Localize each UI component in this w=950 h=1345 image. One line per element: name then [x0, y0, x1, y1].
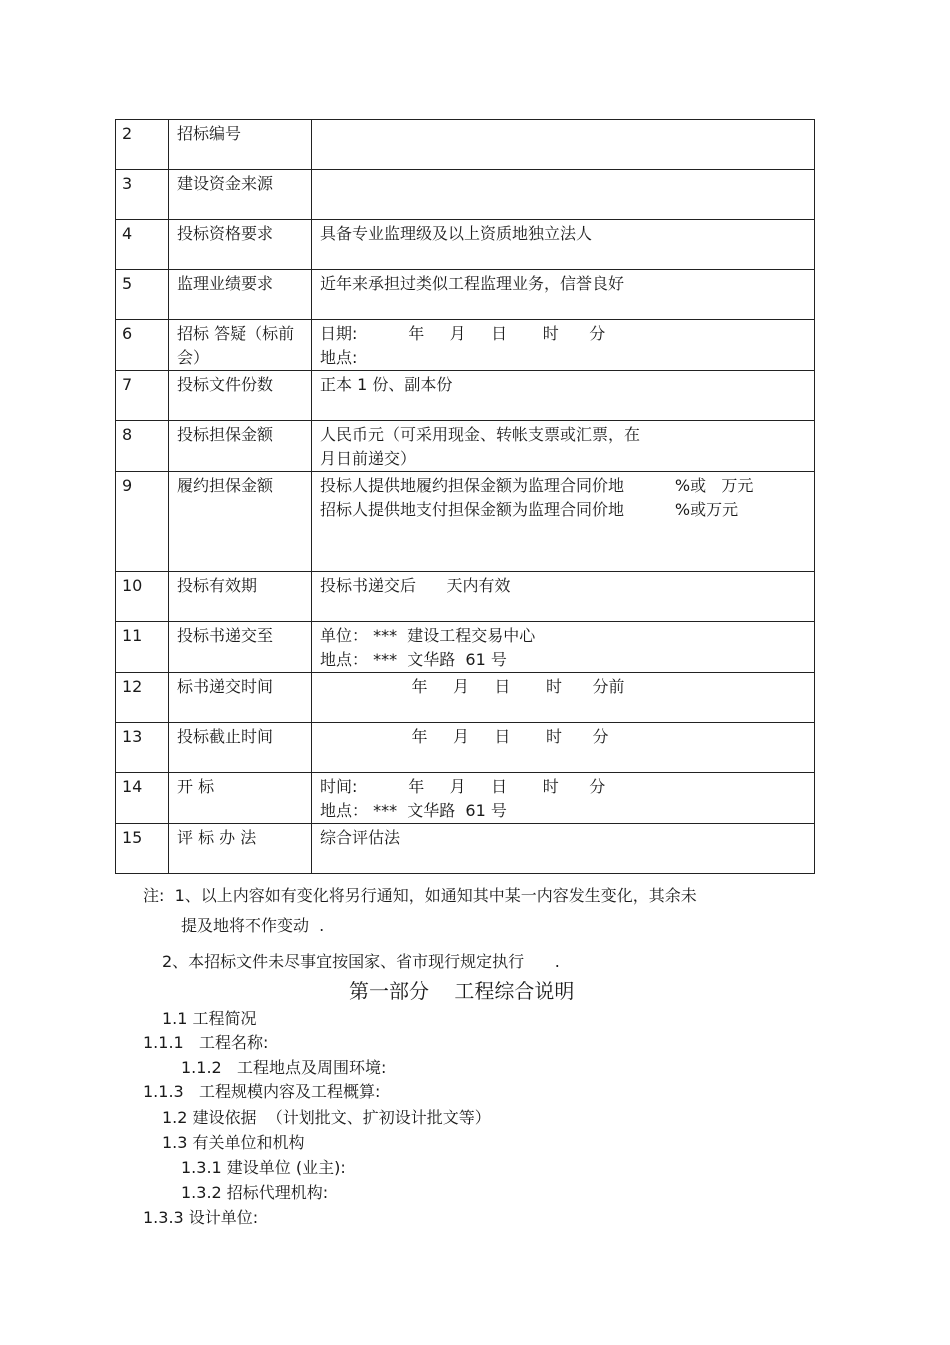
row-item: 招标编号 [169, 120, 312, 170]
table-row [116, 472, 815, 572]
row-item: 评 标 办 法 [169, 824, 312, 874]
row-item: 标书递交时间 [169, 673, 312, 723]
content-line: 具备专业监理级及以上资质地独立法人 [320, 224, 593, 243]
row-content [312, 371, 815, 421]
content-line: 招标人提供地支付担保金额为监理合同价地 %或万元 [320, 500, 739, 519]
table-row [116, 723, 815, 773]
row-content [312, 472, 815, 572]
row-number: 6 [116, 320, 169, 371]
row-number: 14 [116, 773, 169, 824]
content-line: 年 月 日 时 分前 [320, 677, 625, 696]
row-number: 12 [116, 673, 169, 723]
content-line: 地点: [320, 348, 358, 367]
row-number: 15 [116, 824, 169, 874]
row-item: 开 标 [169, 773, 312, 824]
row-content [312, 170, 815, 220]
row-content [312, 421, 815, 472]
row-item: 投标文件份数 [169, 371, 312, 421]
row-content [312, 270, 815, 320]
outline-1-1-2: 1.1.2 工程地点及周围环境: [181, 1058, 387, 1077]
table-row [116, 120, 815, 170]
content-line: 人民币元（可采用现金、转帐支票或汇票，在 [320, 425, 641, 444]
content-line: 综合评估法 [320, 828, 401, 847]
row-number: 2 [116, 120, 169, 170]
content-line: 近年来承担过类似工程监理业务，信誉良好 [320, 274, 625, 293]
table-row [116, 320, 815, 371]
content-line: 投标书递交后 天内有效 [320, 576, 511, 595]
row-number: 7 [116, 371, 169, 421]
row-content [312, 220, 815, 270]
note-1-line-2: 提及地将不作变动 . [181, 916, 325, 935]
outline-1-1-3: 1.1.3 工程规模内容及工程概算: [143, 1082, 381, 1101]
row-content [312, 673, 815, 723]
row-number: 4 [116, 220, 169, 270]
row-content [312, 773, 815, 824]
outline-1-3-3: 1.3.3 设计单位: [143, 1208, 259, 1227]
note-2: 2、本招标文件未尽事宜按国家、省市现行规定执行 . [162, 952, 560, 971]
content-line: 日期: 年 月 日 时 分 [320, 324, 606, 343]
table-row [116, 421, 815, 472]
outline-1-3: 1.3 有关单位和机构 [162, 1133, 305, 1152]
row-item: 投标担保金额 [169, 421, 312, 472]
outline-1-2: 1.2 建设依据 （计划批文、扩初设计批文等） [162, 1108, 491, 1127]
table-row [116, 622, 815, 673]
row-item: 投标资格要求 [169, 220, 312, 270]
outline-1-3-2: 1.3.2 招标代理机构: [181, 1183, 329, 1202]
row-content [312, 572, 815, 622]
row-content [312, 723, 815, 773]
row-number: 8 [116, 421, 169, 472]
row-item: 投标有效期 [169, 572, 312, 622]
row-number: 10 [116, 572, 169, 622]
row-item: 履约担保金额 [169, 472, 312, 572]
table-row [116, 170, 815, 220]
outline-1-1-1: 1.1.1 工程名称: [143, 1033, 269, 1052]
note-1-line-1: 注: 1、以上内容如有变化将另行通知，如通知其中某一内容发生变化，其余未 [143, 886, 697, 905]
row-item: 投标书递交至 [169, 622, 312, 673]
section-title: 第一部分 工程综合说明 [349, 979, 575, 1003]
row-number: 9 [116, 472, 169, 572]
content-line: 正本 1 份、副本份 [320, 375, 453, 394]
content-line: 时间: 年 月 日 时 分 [320, 777, 606, 796]
content-line: 地点： *** 文华路 61 号 [320, 650, 507, 669]
row-item: 监理业绩要求 [169, 270, 312, 320]
row-number: 13 [116, 723, 169, 773]
table-row [116, 824, 815, 874]
row-item: 建设资金来源 [169, 170, 312, 220]
table-row [116, 220, 815, 270]
table-row [116, 270, 815, 320]
tender-info-table [115, 119, 815, 874]
row-item: 招标 答疑（标前会） [169, 320, 312, 371]
content-line: 地点： *** 文华路 61 号 [320, 801, 507, 820]
row-content [312, 824, 815, 874]
row-item: 投标截止时间 [169, 723, 312, 773]
content-line: 年 月 日 时 分 [320, 727, 609, 746]
row-content [312, 320, 815, 371]
content-line: 投标人提供地履约担保金额为监理合同价地 %或 万元 [320, 476, 754, 495]
row-number: 3 [116, 170, 169, 220]
outline-1-3-1: 1.3.1 建设单位 (业主): [181, 1158, 346, 1177]
row-number: 5 [116, 270, 169, 320]
outline-1-1: 1.1 工程简况 [162, 1009, 257, 1028]
content-line: 单位： *** 建设工程交易中心 [320, 626, 536, 645]
table-row [116, 572, 815, 622]
row-content [312, 622, 815, 673]
table-row [116, 773, 815, 824]
content-line: 月日前递交） [320, 449, 417, 468]
table-row [116, 673, 815, 723]
row-number: 11 [116, 622, 169, 673]
table-row [116, 371, 815, 421]
row-content [312, 120, 815, 170]
